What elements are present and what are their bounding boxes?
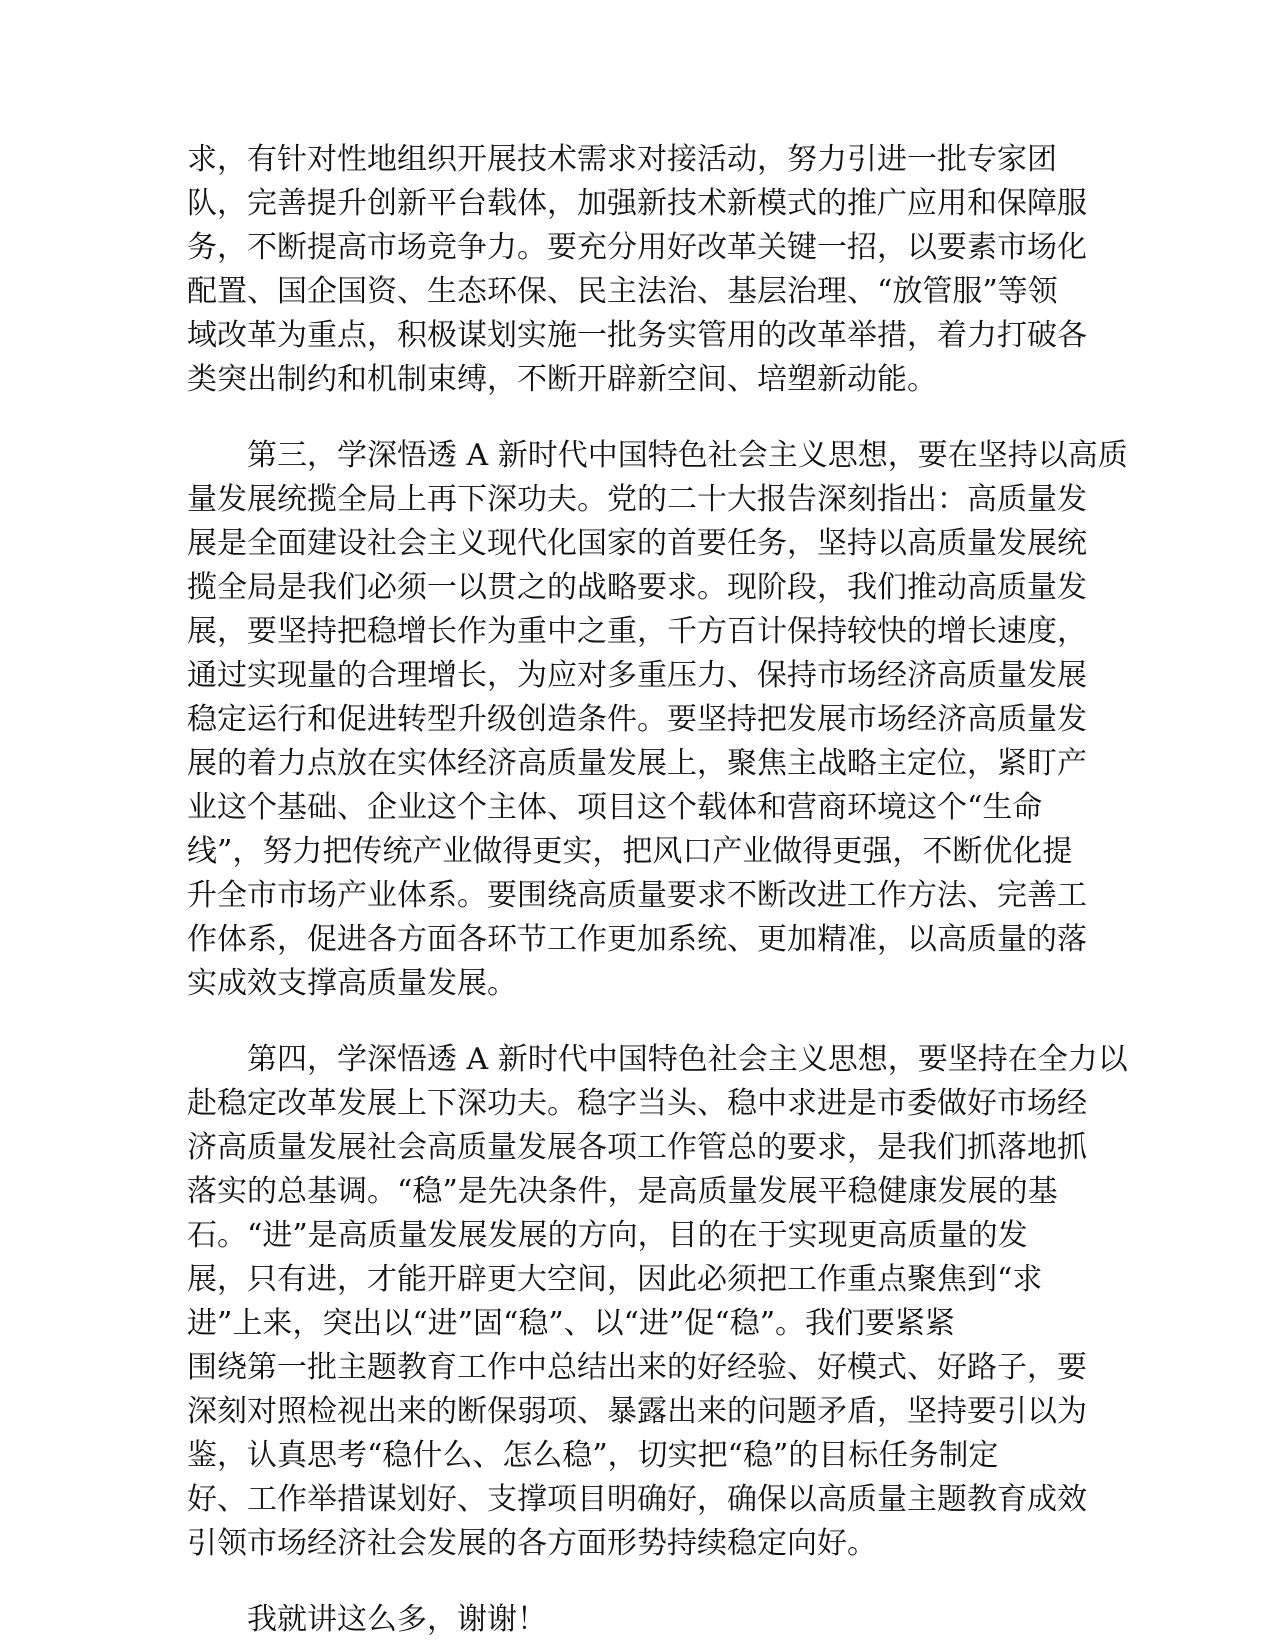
text-line: 济高质量发展社会高质量发展各项工作管总的要求，是我们抓落地抓 — [187, 1130, 1087, 1165]
text-line: 配置、国企国资、生态环保、民主法治、基层治理、“放管服”等领 — [187, 274, 1058, 309]
paragraph-third-point — [187, 434, 1128, 1006]
text-line: 实成效支撑高质量发展。 — [187, 966, 517, 1001]
text-line: 域改革为重点，积极谋划实施一批务实管用的改革举措，着力打破各 — [187, 318, 1087, 353]
text-line: 深刻对照检视出来的断保弱项、暴露出来的问题矛盾，坚持要引以为 — [187, 1394, 1087, 1429]
text-line: 务，不断提高市场竞争力。要充分用好改革关键一招，以要素市场化 — [187, 230, 1087, 265]
text-line: 展是全面建设社会主义现代化国家的首要任务，坚持以高质量发展统 — [187, 526, 1087, 561]
paragraph-reform-continuation — [187, 138, 1087, 402]
text-line: 展，只有进，才能开辟更大空间，因此必须把工作重点聚焦到“求 — [187, 1262, 1043, 1297]
text-line: 线”，努力把传统产业做得更实，把风口产业做得更强，不断优化提 — [187, 834, 1073, 869]
text-line: 第四，学深悟透 A 新时代中国特色社会主义思想，要坚持在全力以 — [187, 1042, 1128, 1077]
text-line: 我就讲这么多，谢谢！ — [187, 1602, 547, 1637]
text-line: 升全市市场产业体系。要围绕高质量要求不断改进工作方法、完善工 — [187, 878, 1087, 913]
text-line: 鉴，认真思考“稳什么、怎么稳”，切实把“稳”的目标任务制定 — [187, 1438, 999, 1473]
text-line: 石。“进”是高质量发展发展的方向，目的在于实现更高质量的发 — [187, 1218, 1028, 1253]
text-line: 展的着力点放在实体经济高质量发展上，聚焦主战略主定位，紧盯产 — [187, 746, 1087, 781]
text-line: 好、工作举措谋划好、支撑项目明确好，确保以高质量主题教育成效 — [187, 1482, 1087, 1517]
paragraph-fourth-point — [187, 1038, 1128, 1566]
text-line: 量发展统揽全局上再下深功夫。党的二十大报告深刻指出：高质量发 — [187, 482, 1087, 517]
paragraph-closing — [187, 1598, 1087, 1642]
text-line: 类突出制约和机制束缚，不断开辟新空间、培塑新动能。 — [187, 362, 937, 397]
text-line: 进”上来，突出以“进”固“稳”、以“进”促“稳”。我们要紧紧 — [187, 1306, 956, 1341]
text-line: 赴稳定改革发展上下深功夫。稳字当头、稳中求进是市委做好市场经 — [187, 1086, 1087, 1121]
text-line: 展，要坚持把稳增长作为重中之重，千方百计保持较快的增长速度， — [187, 614, 1087, 649]
text-line: 作体系，促进各方面各环节工作更加系统、更加精准，以高质量的落 — [187, 922, 1087, 957]
text-line: 队，完善提升创新平台载体，加强新技术新模式的推广应用和保障服 — [187, 186, 1087, 221]
text-line: 稳定运行和促进转型升级创造条件。要坚持把发展市场经济高质量发 — [187, 702, 1087, 737]
document-page — [187, 138, 1128, 1642]
text-line: 落实的总基调。“稳”是先决条件，是高质量发展平稳健康发展的基 — [187, 1174, 1058, 1209]
text-line: 揽全局是我们必须一以贯之的战略要求。现阶段，我们推动高质量发 — [187, 570, 1087, 605]
text-line: 业这个基础、企业这个主体、项目这个载体和营商环境这个“生命 — [187, 790, 1043, 825]
text-line: 第三，学深悟透 A 新时代中国特色社会主义思想，要在坚持以高质 — [187, 438, 1128, 473]
text-line: 求，有针对性地组织开展技术需求对接活动，努力引进一批专家团 — [187, 142, 1057, 177]
text-line: 围绕第一批主题教育工作中总结出来的好经验、好模式、好路子，要 — [187, 1350, 1087, 1385]
text-line: 引领市场经济社会发展的各方面形势持续稳定向好。 — [187, 1526, 877, 1561]
text-line: 通过实现量的合理增长，为应对多重压力、保持市场经济高质量发展 — [187, 658, 1087, 693]
